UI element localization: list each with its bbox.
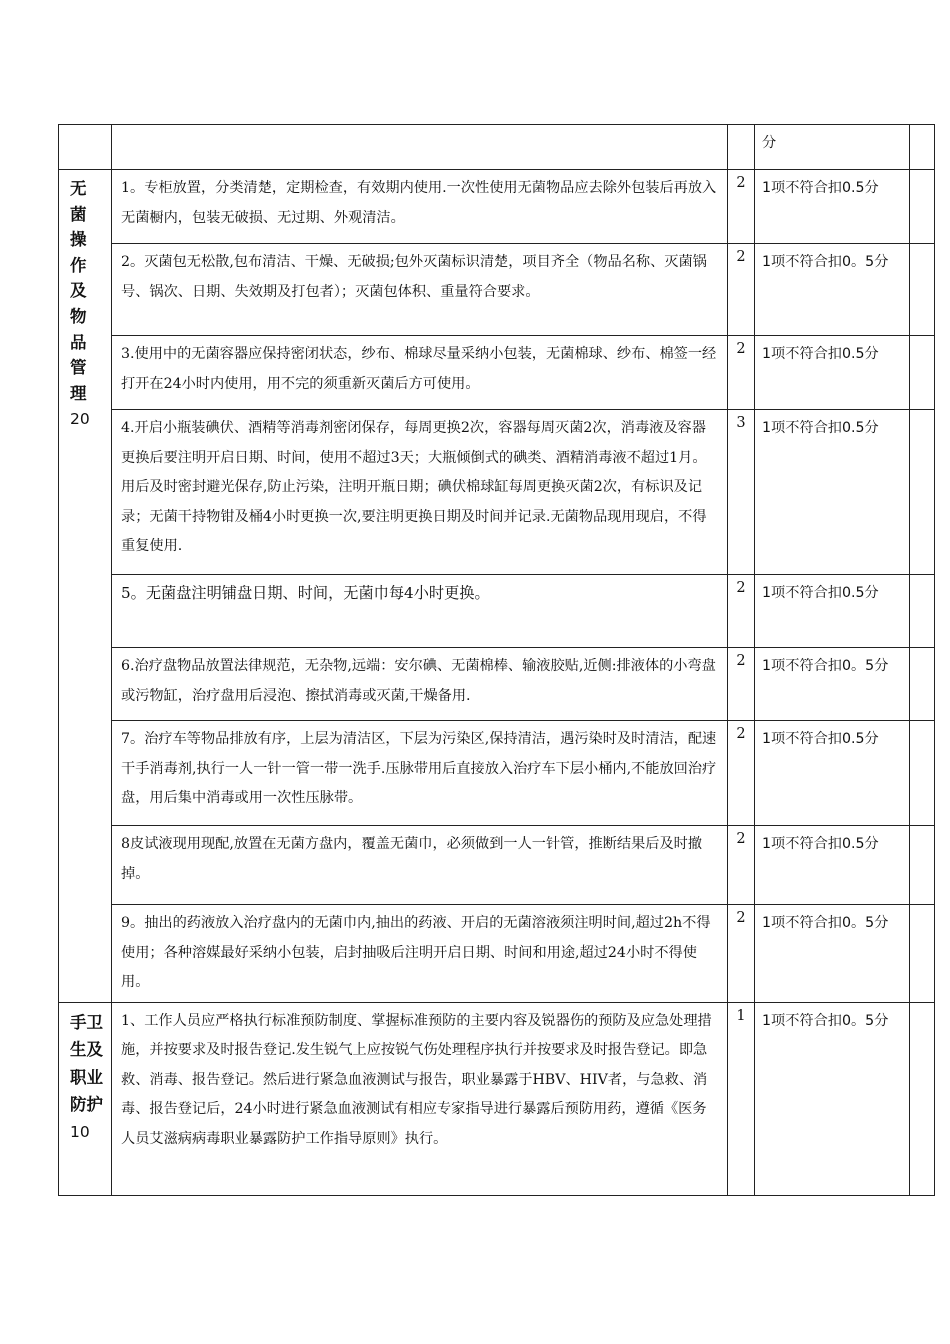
category-cell [59,1002,112,1195]
category-cell [59,125,112,170]
item-score: 3 [728,410,755,575]
item-deduct: 1项不符合扣0.5分 [755,410,910,575]
item-text: 7。治疗车等物品排放有序，上层为清洁区，下层为污染区,保持清洁，遇污染时及时清洁，配速干手消毒剂,执行一人一针一管一带一洗手.压脉带用后直接放入治疗车下层小桶内,不能放回治疗盘，用后集中消毒或用一次性压脉带。 [112,721,728,826]
blank-cell [910,125,935,170]
item-deduct: 1项不符合扣0。5分 [755,905,910,1003]
table-row [59,125,935,170]
blank-cell [910,336,935,410]
table-row [59,721,935,826]
item-text: 8皮试液现用现配,放置在无菌方盘内，覆盖无菌巾，必须做到一人一针管，推断结果后及时撤掉。 [112,826,728,905]
item-text: 1、工作人员应严格执行标准预防制度、掌握标准预防的主要内容及锐器伤的预防及应急处理措施，并按要求及时报告登记.发生锐气上应按锐气伤处理程序执行并按要求及时报告登记。即急救、消毒、报告登记。然后进行紧急血液测试与报告，职业暴露于HBV、HIV者，与急救、消毒、报告登记后，24小时进行紧急血液测试有相应专家指导进行暴露后预防用药，遵循《医务人员艾滋病病毒职业暴露防护工作指导原则》执行。 [112,1002,728,1195]
item-score: 2 [728,336,755,410]
category-points: 10 [70,1122,90,1141]
blank-cell [910,1002,935,1195]
item-text: 5。无菌盘注明铺盘日期、时间，无菌巾每4小时更换。 [112,575,728,648]
table-row [59,410,935,575]
blank-cell [910,648,935,721]
item-text: 1。专柜放置，分类清楚，定期检查，有效期内使用.一次性使用无菌物品应去除外包装后再放入无菌橱内，包装无破损、无过期、外观清洁。 [112,170,728,244]
blank-cell [910,905,935,1003]
table-row [59,244,935,336]
item-score: 2 [728,721,755,826]
category-points: 20 [70,410,90,429]
item-deduct: 1项不符合扣0。5分 [755,244,910,336]
item-deduct: 1项不符合扣0.5分 [755,170,910,244]
blank-cell [910,826,935,905]
category-label: 手卫生及职业防护 [70,1012,103,1114]
item-score: 2 [728,905,755,1003]
deduct-cell [755,125,910,170]
table-row [59,826,935,905]
item-deduct: 1项不符合扣0.5分 [755,721,910,826]
item-text: 2。灭菌包无松散,包布清洁、干燥、无破损;包外灭菌标识清楚，项目齐全（物品名称、灭菌锅号、锅次、日期、失效期及打包者）；灭菌包体积、重量符合要求。 [112,244,728,336]
inspection-table [58,124,935,1196]
item-text: 9。抽出的药液放入治疗盘内的无菌巾内,抽出的药液、开启的无菌溶液须注明时间,超过2h不得使用；各种溶媒最好采纳小包装，启封抽吸后注明开启日期、时间和用途,超过24小时不得使用。 [112,905,728,1003]
item-score: 1 [728,1002,755,1195]
deduct-text: 分 [762,135,777,151]
category-label: 无菌操作及物品管理 [70,179,87,403]
score-cell [728,125,755,170]
item-deduct: 1项不符合扣0。5分 [755,648,910,721]
table-row [59,575,935,648]
category-cell [59,170,112,1003]
item-text: 4.开启小瓶装碘伏、酒精等消毒剂密闭保存，每周更换2次，容器每周灭菌2次，消毒液及容器更换后要注明开启日期、时间，使用不超过3天；大瓶倾倒式的碘类、酒精消毒液不超过1月。用后及时密封避光保存,防止污染，注明开瓶日期；碘伏棉球缸每周更换灭菌2次，有标识及记录；无菌干持物钳及桶4小时更换一次,要注明更换日期及时间并记录.无菌物品现用现启，不得重复使用. [112,410,728,575]
blank-cell [910,244,935,336]
blank-cell [910,170,935,244]
blank-cell [910,575,935,648]
item-score: 2 [728,826,755,905]
table-row [59,648,935,721]
item-deduct: 1项不符合扣0.5分 [755,826,910,905]
table-row [59,905,935,1003]
item-score: 2 [728,244,755,336]
item-text: 6.治疗盘物品放置法律规范，无杂物,远端：安尔碘、无菌棉棒、输液胶贴,近侧:排液体的小弯盘或污物缸，治疗盘用后浸泡、擦拭消毒或灭菌,干燥备用. [112,648,728,721]
table-row [59,170,935,244]
item-deduct: 1项不符合扣0.5分 [755,575,910,648]
item-score: 2 [728,648,755,721]
item-text: 3.使用中的无菌容器应保持密闭状态，纱布、棉球尽量采纳小包装，无菌棉球、纱布、棉签一经打开在24小时内使用，用不完的须重新灭菌后方可使用。 [112,336,728,410]
item-deduct: 1项不符合扣0。5分 [755,1002,910,1195]
item-score: 2 [728,170,755,244]
item-deduct: 1项不符合扣0.5分 [755,336,910,410]
blank-cell [910,721,935,826]
item-text-cell [112,125,728,170]
item-score: 2 [728,575,755,648]
blank-cell [910,410,935,575]
table-row [59,336,935,410]
table-row [59,1002,935,1195]
